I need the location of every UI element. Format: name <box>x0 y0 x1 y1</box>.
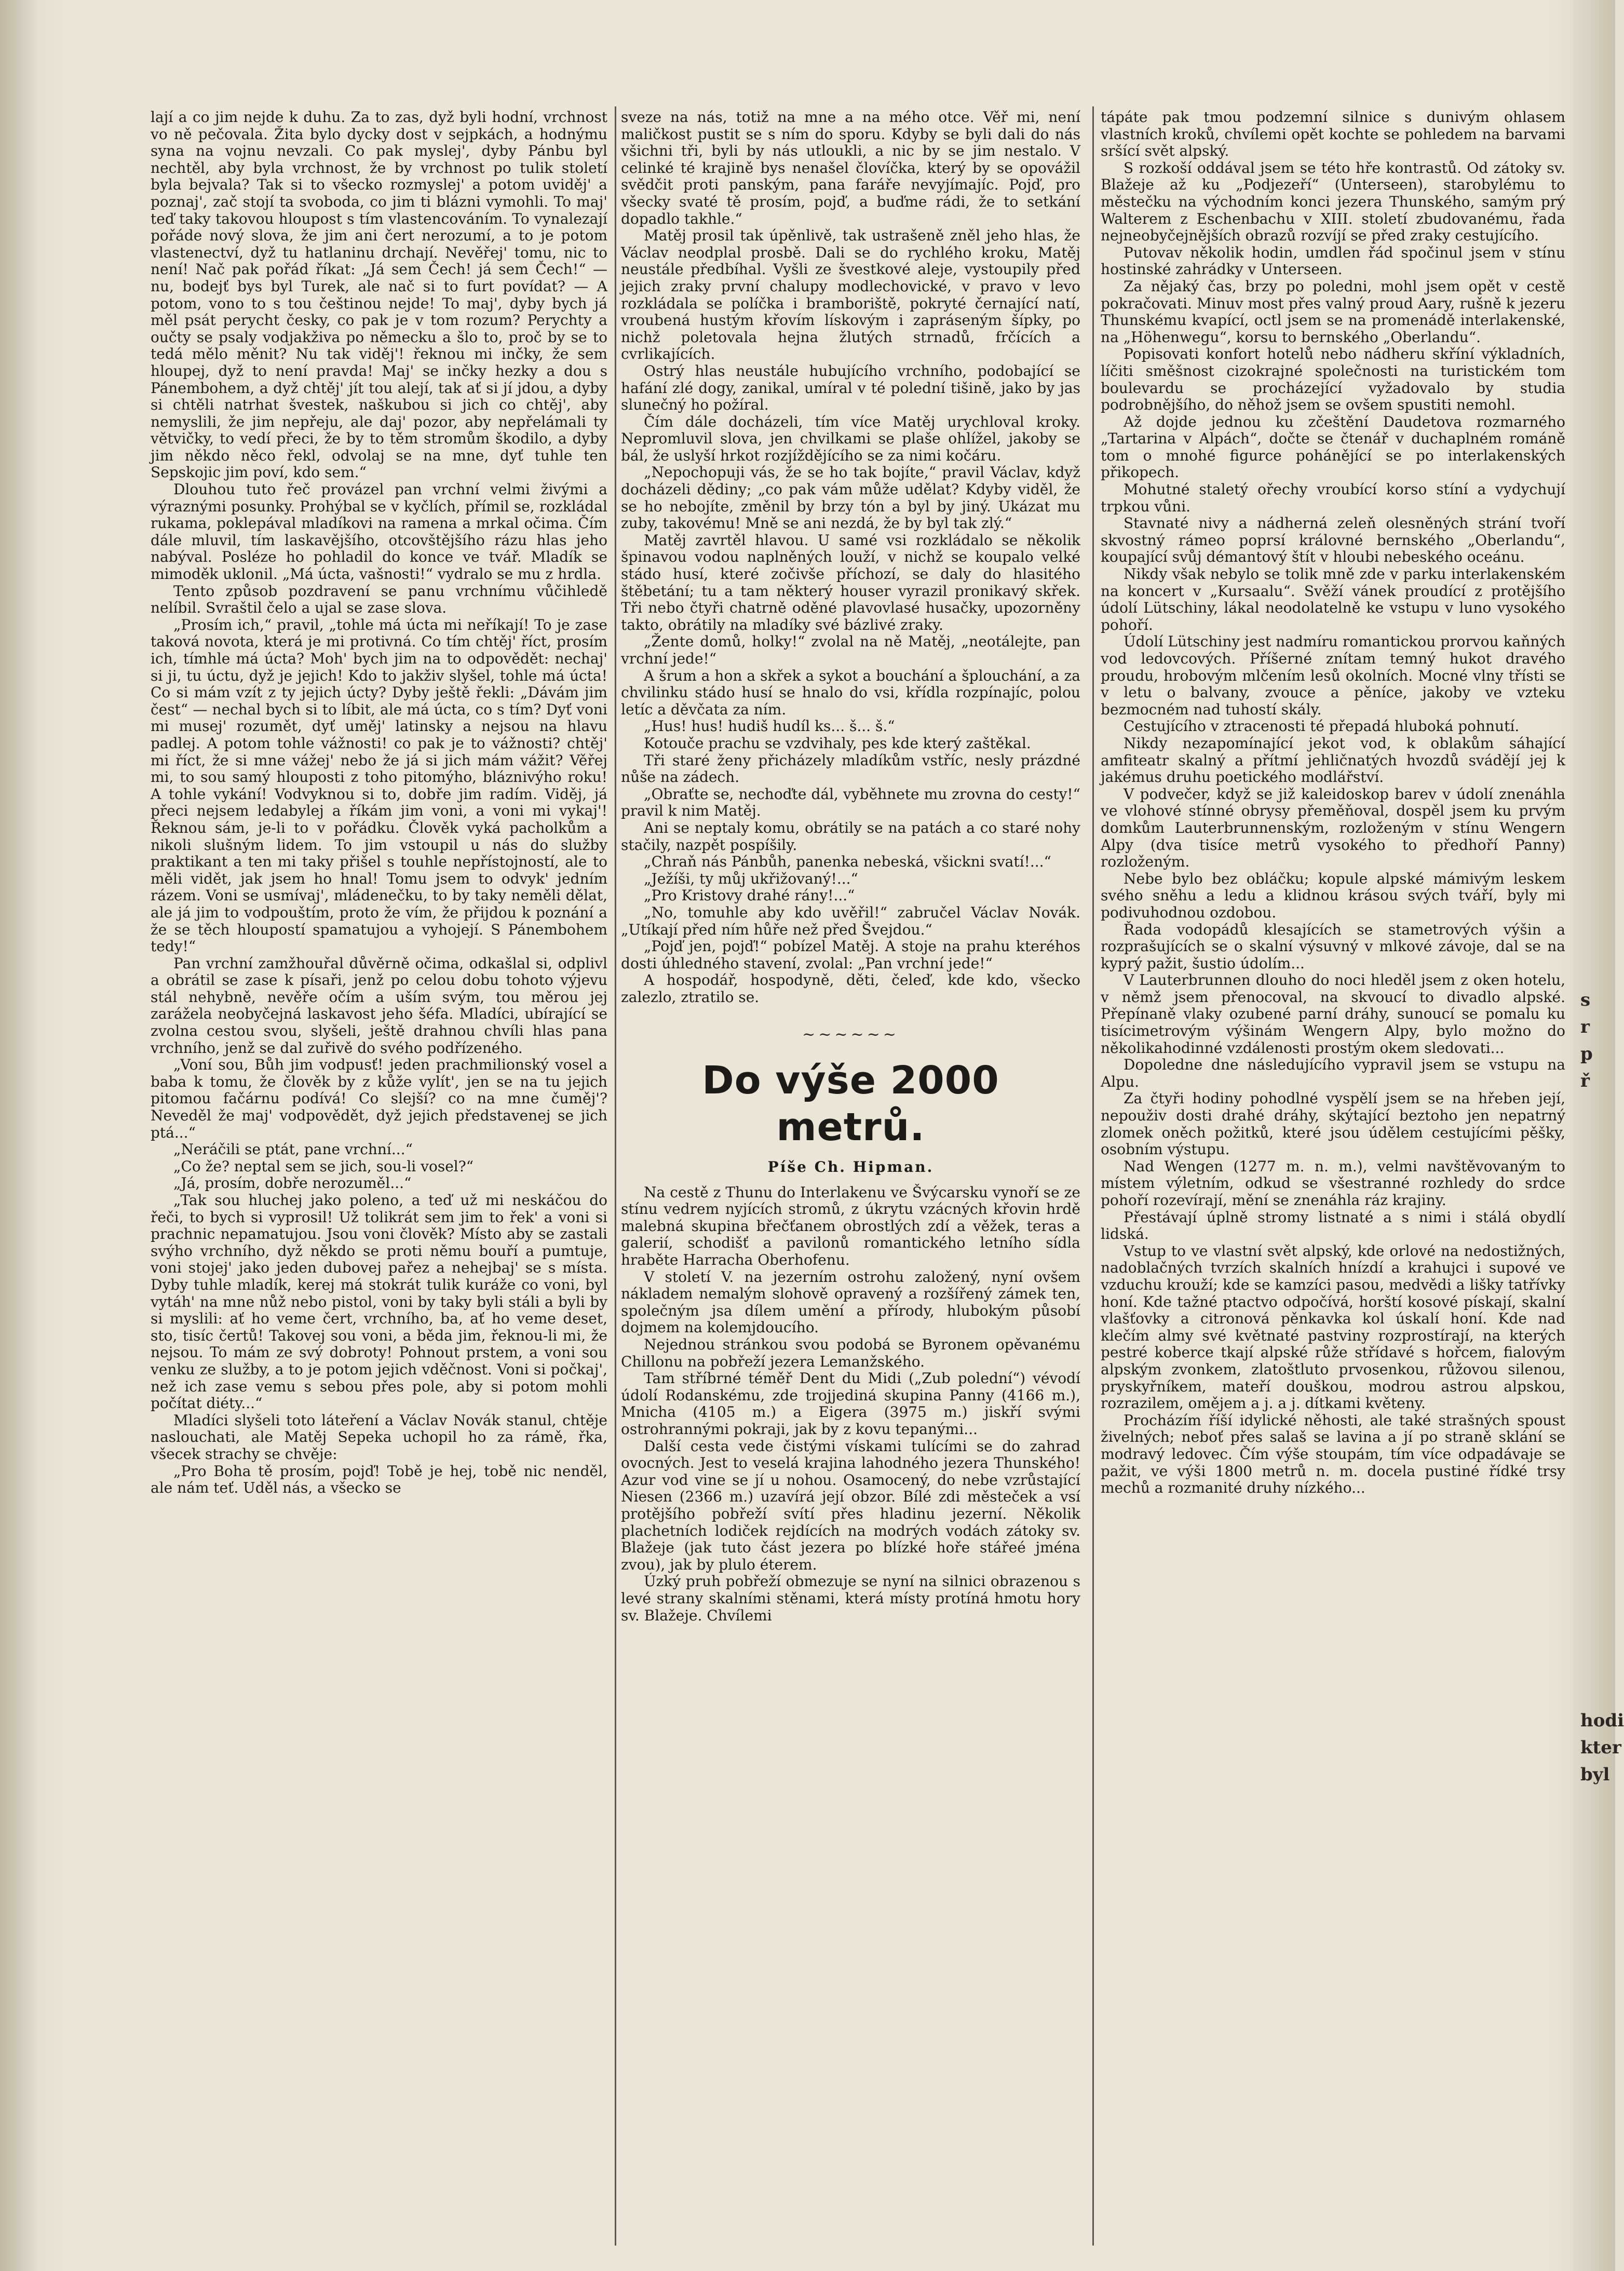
paragraph: Čím dále docházeli, tím více Matěj urychloval kroky. Nepromluvil slova, jen chvilkami se plaše ohlížel, jakoby se bál, že uslyší hrkot rozjíždějícího se za nimi kočáru. <box>621 413 1080 464</box>
paragraph: lají a co jim nejde k duhu. Za to zas, dyž byli hodní, vrchnost vo ně pečovala. Žita bylo dycky dost v sejpkách, a hodnýmu syna na vojnu nevzali. Co pak myslej', dyby Pánbu byl nechtěl, aby byla vrchnost, že by vrchnost po tulik století byla bejvala? Tak si to všecko rozmyslej' a potom uviděj' a poznaj', zač stojí ta svoboda, co jim ti blázni vymohli. To maj' teď taky takovou hloupost s tím vlastencováním. To vynalezají pořáde nový slova, že jim ani čert nerozumí, a to je potom vlastenectví, dyž tu hatlaninu drchají. Nevěřej' tomu, nic to není! Nač pak pořád říkat: „Já sem Čech! já sem Čech!“ — nu, bodejť bys byl Turek, ale nač si to furt povídat? — A potom, vono to s tou češtinou nejde! To maj', dyby bych já měl psát perycht česky, co pak je v tom rozum? Perychty a oučty se psaly vodjakživa po německu a šlo to, proč by se to tedá mělo měnit? Nu tak viděj'! řeknou mi inčky, že sem hloupej, dyž to není pravda! Maj' se inčky hezky a dou s Pánembohem, a dyž chtěj' jít tou alejí, tak ať si jí jdou, a dyby si chtěli natrhat švestek, naškubou si jich co chtěj', aby nemyslili, že jim nepřeju, ale daj' pozor, aby nepřelámali ty větvičky, to vedí přeci, že by to těm stromům škodilo, a dyby jim někdo něco řekl, odvolaj se na mne, dyť tuhle ten Sepskojic jim poví, kdo sem.“ <box>151 109 607 481</box>
paragraph: Ani se neptaly komu, obrátily se na patách a co staré nohy stačily, nazpět pospíšily. <box>621 819 1080 854</box>
paragraph: A šrum a hon a skřek a sykot a bouchání a šplouchání, a za chvilinku stádo husí se hnalo do vsi, křídla rozpínajíc, polou letíc a děvčata za ním. <box>621 667 1080 718</box>
paragraph: V století V. na jezerním ostrohu založený, nyní ovšem nákladem nemalým slohově opravený a rozšířený zámek ten, společným jsa dílem umění a přírody, hlubokým působí dojmem na kolemjdoucího. <box>621 1268 1080 1336</box>
adjacent-page-fragments <box>1580 986 1624 1788</box>
paragraph: Dopoledne dne následujícího vypravil jsem se vstupu na Alpu. <box>1101 1056 1565 1090</box>
paragraph: tápáte pak tmou podzemní silnice s dunivým ohlasem vlastních kroků, chvílemi opět kochte se pohledem na barvami sršící svět alpský. <box>1101 109 1565 160</box>
column-rule-right <box>1092 106 1094 2246</box>
section-divider: ~~~~~~ <box>802 1025 899 1044</box>
paragraph: Matěj zavrtěl hlavou. U samé vsi rozkládalo se několik špinavou vodou naplněných louží, v nichž se koupalo velké stádo husí, které zočivše příchozí, se daly do hlasitého štěbetání; tu a tam některý houser vyrazil pronikavý skřek. Tři nebo čtyři chatrně oděné plavovlasé husačky, upozorněny takto, obrátily na mladíky své bázlivé zraky. <box>621 531 1080 633</box>
paragraph: Na cestě z Thunu do Interlakenu ve Švýcarsku vynoří se ze stínu vedrem nyjících stromů, z úkrytu vzácných křovin hrdě malebná skupina břečťanem obrostlých zdí a věžek, teras a galerií, schodišť a pavilonů romantického letního sídla hraběte Harracha Oberhofenu. <box>621 1183 1080 1269</box>
edge-fragment: byl <box>1580 1764 1610 1785</box>
paragraph: „Pojď jen, pojď!“ pobízel Matěj. A stoje na prahu kteréhos dosti úhledného stavení, zvolal: „Pan vrchní jede!“ <box>621 938 1080 972</box>
paragraph: Řada vodopádů klesajících se stametrových výšin a rozprašujících se o skalní výsuvný v mlkové závoje, dal se na kyprý pažit, šustio údolím... <box>1101 921 1565 972</box>
column-rule-left <box>615 106 616 2246</box>
paragraph: „Tak sou hluchej jako poleno, a teď už mi neskáčou do řeči, to bych si vyprosil! Už tolikrát sem jim to řek' a voni si prachnic nepamatujou. Jsou voni člověk? Místo aby se zastali svýho vrchního, dyž někdo se proti němu bouří a pumtuje, voni stojej' jako jeden dubovej pařez a nehejbaj' se s místa. Dyby tuhle mladík, kerej má stokrát tulik kuráže co voni, byl vytáh' na mne nůž nebo pistol, voni by taky byli stáli a byli by si myslili: ať ho veme čert, vrchního, ba, ať ho veme deset, sto, tisíc čertů! Takovej sou voni, a běda jim, řeknou-li mi, že nejsou. To mám ze svý dobroty! Pohnout prstem, a voni sou venku ze služby, a to je potom jejich vděčnost. Voni si počkaj', než ich zase vemu s sebou přes pole, aby si potom mohli počítat diéty...“ <box>151 1192 607 1412</box>
paragraph: Stavnaté nivy a nádherná zeleň olesněných strání tvoří skvostný rámeo poprsí královné bernského „Oberlandu“, koupající svůj démantový štít v hloubi nebeského oceánu. <box>1101 515 1565 566</box>
paragraph: V podvečer, když se již kaleidoskop barev v údolí znenáhla ve vlohové stínné obrysy přeměňoval, dospěl jsem ku prvým domkům Lauterbrunnenským, rozloženým v stínu Wengern Alpy (dva tisíce metrů vysokého to předhoří Panny) rozloženým. <box>1101 785 1565 871</box>
paragraph: Tento způsob pozdravení se panu vrchnímu vůčihledě nelíbil. Svraštil čelo a ujal se zase slova. <box>151 582 607 617</box>
paragraph: Putovav několik hodin, umdlen řád spočinul jsem v stínu hostinské zahrádky v Unterseen. <box>1101 244 1565 278</box>
paragraph: „Žente domů, holky!“ zvolal na ně Matěj, „neotálejte, pan vrchní jede!“ <box>621 633 1080 667</box>
edge-fragment: r <box>1580 1017 1590 1037</box>
paragraph: „No, tomuhle aby kdo uvěřil!“ zabručel Václav Novák. „Utíkají před ním hůře než před Švejdou.“ <box>621 903 1080 938</box>
paragraph: „Voní sou, Bůh jim vodpusť! jeden prachmilionský vosel a baba k tomu, že člověk by z kůže vylít', jen se na tu jejich pitomou fačárnu podívá! Co slejší? co na mne čuměj'? Neveděl že maj' vodpovědět, dyž jejich představenej se jich ptá...“ <box>151 1056 607 1141</box>
middle-column <box>621 109 1080 1624</box>
paragraph: Mohutné staletý ořechy vroubící korso stíní a vydychují trpkou vůni. <box>1101 481 1565 515</box>
paragraph: Matěj prosil tak úpěnlivě, tak ustrašeně zněl jeho hlas, že Václav neodplal prosbě. Dali se do rychlého kroku, Matěj neustále předbíhal. Vyšli ze švestkové aleje, vystoupily před jejich zraky první chalupy modlechovické, v pravo v levo rozkládala se políčka i bramboriště, pokryté černající natí, vroubená hustým křovím lískovým i zapráseným šípky, po nichž poletovala hejna žlutých strnadů, frčících a cvrlikajících. <box>621 227 1080 363</box>
edge-fragment: s <box>1580 990 1591 1010</box>
page-gutter-shadow <box>0 0 36 2271</box>
paragraph: Za nějaký čas, brzy po poledni, mohl jsem opět v cestě pokračovati. Minuv most přes valný proud Aary, rušně k jezeru Thunskému kvapící, octl jsem se na promenádě interlakenské, na „Höhenwegu“, korsu to bernského „Oberlandu“. <box>1101 277 1565 346</box>
paragraph: Tam stříbrné téměř Dent du Midi („Zub polední“) vévodí údolí Rodanskému, zde trojjediná skupina Panny (4166 m.), Mnicha (4105 m.) a Eigera (3975 m.) jiskří svými ostrohrannými pokraji, jak by z kovu tepanými... <box>621 1370 1080 1438</box>
paragraph: Údolí Lütschiny jest nadmíru romantickou prorvou kaňných vod ledovcových. Příšerné znítam temný hukot dravého proudu, hrobovým mlčením lesů okolních. Mocné vlny třísti se v letu o balvany, zvouce a pěníce, jakoby ve vzteku bezmocném nad tuhostí skály. <box>1101 633 1565 718</box>
paragraph: Procházím říší idylické něhosti, ale také strašných spoust živelných; neboť přes salaš se lavina a jí po straně sklání se modravý ledovec. Čím výše stoupám, tím více odpadávaje se pažit, ve výši 1800 metrů n. m. docela pustiné řídké trsy mechů a rozmanité druhy nízkého... <box>1101 1411 1565 1497</box>
paragraph: „Chraň nás Pánbůh, panenka nebeská, všickni svatí!...“ <box>644 853 1051 871</box>
paragraph: „Hus! hus! hudiš hudíl ks... š... š.“ <box>644 718 895 735</box>
paragraph: Další cesta vede čistými vískami tulícími se do zahrad ovocných. Jest to veselá krajina lahodného jezera Thunského! Azur vod vine se jí u nohou. Osamocený, do nebe vzrůstající Niesen (2366 m.) uzavírá její obzor. Bílé zdi městeček a vsí protějšího pobřeží svítí přes hladinu jezerní. Několik plachetních lodiček rejdících na modrých vodách zátoky sv. Blažeje (jak tuto část jezera po blízké hoře stářeé jména zvou), jak by plulo éterem. <box>621 1437 1080 1573</box>
article-body-start <box>621 1184 1080 1624</box>
edge-fragment: p <box>1580 1044 1593 1064</box>
article-title: Do výše 2000 metrů. <box>702 1058 999 1150</box>
paragraph: Nikdy nezapomínající jekot vod, k oblakům sáhající amfiteatr skalný a přítmí jehličnatých hvozdů svádějí jej k jakémus druhu poetického modlářství. <box>1101 734 1565 786</box>
paragraph: A hospodář, hospodyně, děti, čeleď, kde kdo, všecko zalezlo, ztratilo se. <box>621 971 1080 1006</box>
paragraph: „Pro Kristovy drahé rány!...“ <box>644 887 855 904</box>
paragraph: Pan vrchní zamžhouřal důvěrně očima, odkašlal si, odplivl a obrátil se zase k písaři, jenž po celou dobu tohoto výjevu stál nehybně, nevěře očím a uším svým, tou měrou jej zarážela neobyčejná laskavost jeho šéfa. Mladíci, ubírající se zvolna cestou svou, slyšeli, ještě drahnou chvíli hlas pana vrchního, jenž se dal zuřivě do svého podřízeného. <box>151 954 607 1057</box>
paragraph: Úzký pruh pobřeží obmezuje se nyní na silnici obrazenou s levé strany skalními stěnami, která místy protíná hmotu hory sv. Blažeje. Chvílemi <box>621 1573 1080 1624</box>
paragraph: S rozkoší oddával jsem se této hře kontrastů. Od zátoky sv. Blažeje až ku „Podjezeří“ (Unterseen), starobylému to městečku na východním konci jezera Thunského, samým prý Walterem z Eschenbachu v XIII. století zbudovanému, řada nejneobyčejnějších obrazů rozvíjí se před zraky cestujícího. <box>1101 159 1565 245</box>
paragraph: „Pro Boha tě prosím, pojď! Tobě je hej, tobě nic nenděl, ale nám teť. Uděl nás, a všecko se <box>151 1462 607 1497</box>
paragraph: V Lauterbrunnen dlouho do noci hleděl jsem z oken hotelu, v němž jsem přenocoval, na skvoucí to divadlo alpské. Přepínaně vlaky ozubené parní dráhy, sunoucí se pomalu ku tisícimetrovým výšinám Wengern Alpy, bylo možno do několikahodinné vzdálenosti prostým okem sledovati... <box>1101 971 1565 1057</box>
paragraph: Nikdy však nebylo se tolik mně zde v parku interlakenském na koncert v „Kursaalu“. Svěží vánek proudící z protějšího údolí Lütschiny, lákal neodolatelně ke vstupu v luno vysokého pohoří. <box>1101 565 1565 633</box>
right-column <box>1101 109 1565 1497</box>
paragraph: Dlouhou tuto řeč provázel pan vrchní velmi živými a výraznými posunky. Prohýbal se v kyčlích, přímil se, rozkládal rukama, poklepával mladíkovi na ramena a mrkal očima. Čím dále mluvil, tím laskavějšího, otcovštějšího rázu hlas jeho nabýval. Posléze ho pohladil do konce ve tvář. Mladík se mimoděk uklonil. „Má úcta, vašnosti!“ vydralo se mu z hrdla. <box>151 481 607 583</box>
paragraph: „Já, prosím, dobře nerozuměl...“ <box>173 1174 412 1192</box>
edge-fragment: hodi <box>1580 1710 1624 1731</box>
paragraph: „Co že? neptal sem se jich, sou-li vosel?“ <box>173 1157 474 1175</box>
paragraph: Vstup to ve vlastní svět alpský, kde orlové na nedostižných, nadoblačných tvrzích skalních hnízdí a krahujci i supové ve vzduchu krouží; kde se kamzíci pasou, medvědi a lišky tatřívky honí. Kde tažné ptactvo odpočívá, horští kosové pískají, skalní vlašťovky a citronová pěnkavka kol úskalí honí. Kde nad klečím almy své květnaté pastviny rozprostírají, na kterých pestré koberce tkají alpské růže střídavé s hořcem, fialovým alpským zvonkem, zlatoštluto prvosenkou, růžovou silenou, pryskyřníkem, mateří douškou, modrou astrou alpskou, rozrazilem, omějem a j. a j. dítkami květeny. <box>1101 1242 1565 1412</box>
paragraph: Kotouče prachu se vzdvihaly, pes kde který zaštěkal. <box>644 734 1031 752</box>
article-byline: Píše Ch. Hipman. <box>767 1158 934 1176</box>
paragraph: Cestujícího v ztracenosti té přepadá hluboká pohnutí. <box>1124 718 1520 735</box>
left-column <box>151 109 607 1497</box>
paragraph: Nebe bylo bez obláčku; kopule alpské mámivým leskem svého sněhu a ledu a klidnou krásou svých tváří, byly mi podivuhodnou ozdobou. <box>1101 870 1565 921</box>
paragraph: „Nepochopuji vás, že se ho tak bojíte,“ pravil Václav, když docházeli dědiny; „co pak vám může udělat? Kdyby viděl, že se ho nebojíte, změnil by brzy tón a byl by jiný. Ukázat mu zuby, takovému! Mně se ani nezdá, že by byl tak zlý.“ <box>621 464 1080 532</box>
paragraph: Až dojde jednou ku zčeštění Daudetova rozmarného „Tartarina v Alpách“, dočte se čtenář v duchaplném románě tom o mnohé figurce pohánějící se po interlakenských přikopech. <box>1101 413 1565 481</box>
paragraph: Mladíci slyšeli toto láteření a Václav Novák stanul, chtěje naslouchati, ale Matěj Sepeka uchopil ho za rámě, řka, všecek strachy se chvěje: <box>151 1411 607 1463</box>
paragraph: Nad Wengen (1277 m. n. m.), velmi navštěvovaným to místem výletním, odkud se všestranné rozhledy do srdce pohoří rozevírají, mění se znenáhla ráz krajiny. <box>1101 1157 1565 1209</box>
paragraph: Přestávají úplně stromy listnaté a s nimi i stálá obydlí lidská. <box>1101 1208 1565 1243</box>
paragraph: „Neráčili se ptát, pane vrchní...“ <box>173 1141 413 1158</box>
paragraph: Ostrý hlas neustále hubujícího vrchního, podobající se hafání zlé dogy, zanikal, umíral v té polední tišině, jako by jas slunečný ho požíral. <box>621 362 1080 414</box>
paragraph: Popisovati konfort hotelů nebo nádheru skříní výkladních, líčiti směšnost cizokrajné společnosti na turistickém tom boulevardu se procházející vyžadovalo by studia podrobnějšího, do něhož jsem se ovšem spustiti nemohl. <box>1101 345 1565 414</box>
paragraph: Nejednou stránkou svou podobá se Byronem opěvanému Chillonu na pobřeží jezera Lemanžského. <box>621 1336 1080 1370</box>
paragraph: „Obraťte se, nechoďte dál, vyběhnete mu zrovna do cesty!“ pravil k nim Matěj. <box>621 785 1080 820</box>
middle-column-story-end <box>621 109 1080 1006</box>
paragraph: „Ježíši, ty můj ukřižovaný!...“ <box>644 870 858 887</box>
paragraph: Za čtyři hodiny pohodlné vyspělí jsem se na hřeben její, nepouživ dosti drahé dráhy, skýtající beztoho jen nepatrný zlomek oněch požitků, které jsou údělem cestujícími pěšky, osobním výstupu. <box>1101 1090 1565 1158</box>
edge-fragment: ř <box>1580 1071 1590 1091</box>
paragraph: sveze na nás, totiž na mne a na mého otce. Věř mi, není maličkost pustit se s ním do sporu. Kdyby se byli dali do nás všichni tři, byli by nás utloukli, a nic by se jim nestalo. V celinké té krajině bys nenašel človíčka, který by se opovážil svědčit proti panským, pana faráře nevyjímajíc. Pojď, pro všecky svaté tě prosím, pojď, a buďme rádi, že to setkání dopadlo takhle.“ <box>621 109 1080 227</box>
edge-fragment: kter <box>1580 1737 1621 1758</box>
paragraph: Tři staré ženy přicházely mladíkům vstříc, nesly prázdné nůše na zádech. <box>621 751 1080 786</box>
paragraph: „Prosím ich,“ pravil, „tohle má úcta mi neříkají! To je zase taková novota, která je mi protivná. Co tím chtěj' říct, prosím ich, tímhle má úcta? Moh' bych jim na to odpovědět: nechaj' si ji, tu úctu, dyž je jejich! Kdo to jakživ slyšel, tohle má úcta! Co si mám vzít z ty jejich úcty? Dyby ještě řekli: „Dávám jim čest“ — nechal bych si to líbit, ale má úcta, co s tím? Dyť voni mi musej' rozumět, dyť uměj' latinsky a nejsou na hlavu padlej. A potom tohle vážnosti! co pak je to vážnosti? chtěj' mi říct, že si mne vážej' nebo že já si jich mám vážit? Věřej mi, to sou samý hlouposti z toho pitomýho, bláznivýho roku! A tohle vykání! Vodvyknou si to, dobře jim radím. Viděj, já přeci nejsem ledabylej a říkám jim voni, a voni mi vykaj'! Řeknou sám, je-li to v pořádku. Člověk vyká pacholkům a nikoli slušným lidem. To jim vstoupil u nás do služby praktikant a ten mi taky přišel s touhle nepřístojností, ale to měli vidět, jak jsem ho hnal! Tomu jsem to odvyk' jedním rázem. Voni se usmívaj', mládenečku, to by taky neměli dělat, ale já jim to vodpouštím, proto že vím, že přijdou k poznání a že se těch hloupostí spamatujou a vyhojejí. S Pánembohem tedy!“ <box>151 616 607 955</box>
